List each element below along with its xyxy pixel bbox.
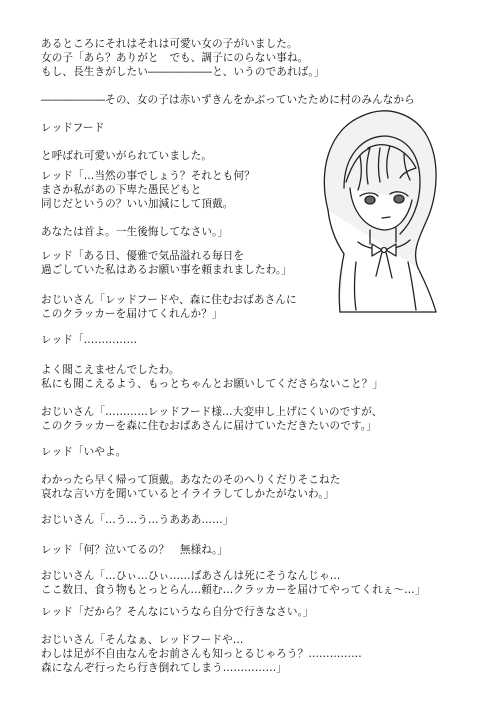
text-line: おじいさん「そんなぁ、レッドフードや…	[41, 634, 244, 646]
text-line: このクラッカーを森に住むおばあさんに届けていただきたいのです。」	[41, 420, 377, 432]
text-line: 哀れな言い方を聞いているとイライラしてしかたがないわ。」	[41, 488, 335, 500]
red-hood-girl-icon	[300, 92, 450, 317]
text-line: レッド「いやよ。	[41, 446, 127, 458]
text-line: レッド「だから？そんなにいうなら自分で行きなさい。」	[41, 606, 314, 618]
text-line: よく聞こえませんでしたわ。	[41, 364, 180, 376]
text-line: ここ数日、食う物もとっとらん…頼む…クラッカーを届けてやってくれぇ～…」	[41, 584, 426, 596]
text-line: 女の子「あら？ありがと でも、調子にのらない事ね。	[41, 52, 309, 64]
text-line: レッドフード	[41, 122, 105, 134]
text-line: レッド「何？泣いてるの？ 無様ね。」	[41, 544, 229, 556]
text-line: このクラッカーを届けてくれんか？」	[41, 308, 223, 320]
text-line: あるところにそれはそれは可愛い女の子がいました。	[41, 38, 298, 50]
text-line: レッド「……………	[41, 334, 138, 346]
text-line: わかったら早く帰って頂戴。あなたのそのへりくだりそこねた	[41, 474, 341, 486]
text-line: わしは足が不自由なんをお前さんも知っとるじゃろう？……………	[41, 648, 362, 660]
text-line: ――――――その、女の子は赤いずきんをかぶっていたために村のみんなから	[41, 94, 415, 106]
text-line: おじいさん「…ひぃ…ひぃ……ばあさんは死にそうなんじゃ…	[41, 570, 341, 582]
text-line: レッド「ある日、優雅で気品溢れる毎日を	[41, 250, 245, 262]
text-line: と呼ばれ可愛いがられていました。	[41, 150, 213, 162]
text-line: まさか私があの下卑た愚民どもと	[41, 184, 202, 196]
text-line: 私にも聞こえるよう、もっとちゃんとお願いしてくださらないこと？」	[41, 378, 384, 390]
text-line: もし、長生きがしたい――――――と、いうのであれば。」	[41, 66, 325, 78]
text-line: 同じだというの？いい加減にして頂戴。	[41, 198, 234, 210]
text-line: 森になんぞ行ったら行き倒れてしまう……………」	[41, 662, 287, 674]
text-line: レッド「…当然の事でしょう？それとも何？	[41, 170, 255, 182]
text-line: おじいさん「…………レッドフード様…大変申し上げにくいのですが、	[41, 406, 383, 418]
text-line: おじいさん「…う…う…うあああ……」	[41, 514, 234, 526]
text-line: 過ごしていた私はあるお願い事を頼まれましたわ。」	[41, 264, 292, 276]
text-line: あなたは首よ。一生後悔してなさい。」	[41, 226, 229, 238]
text-line: おじいさん「レッドフードや、森に住むおばあさんに	[41, 294, 297, 306]
